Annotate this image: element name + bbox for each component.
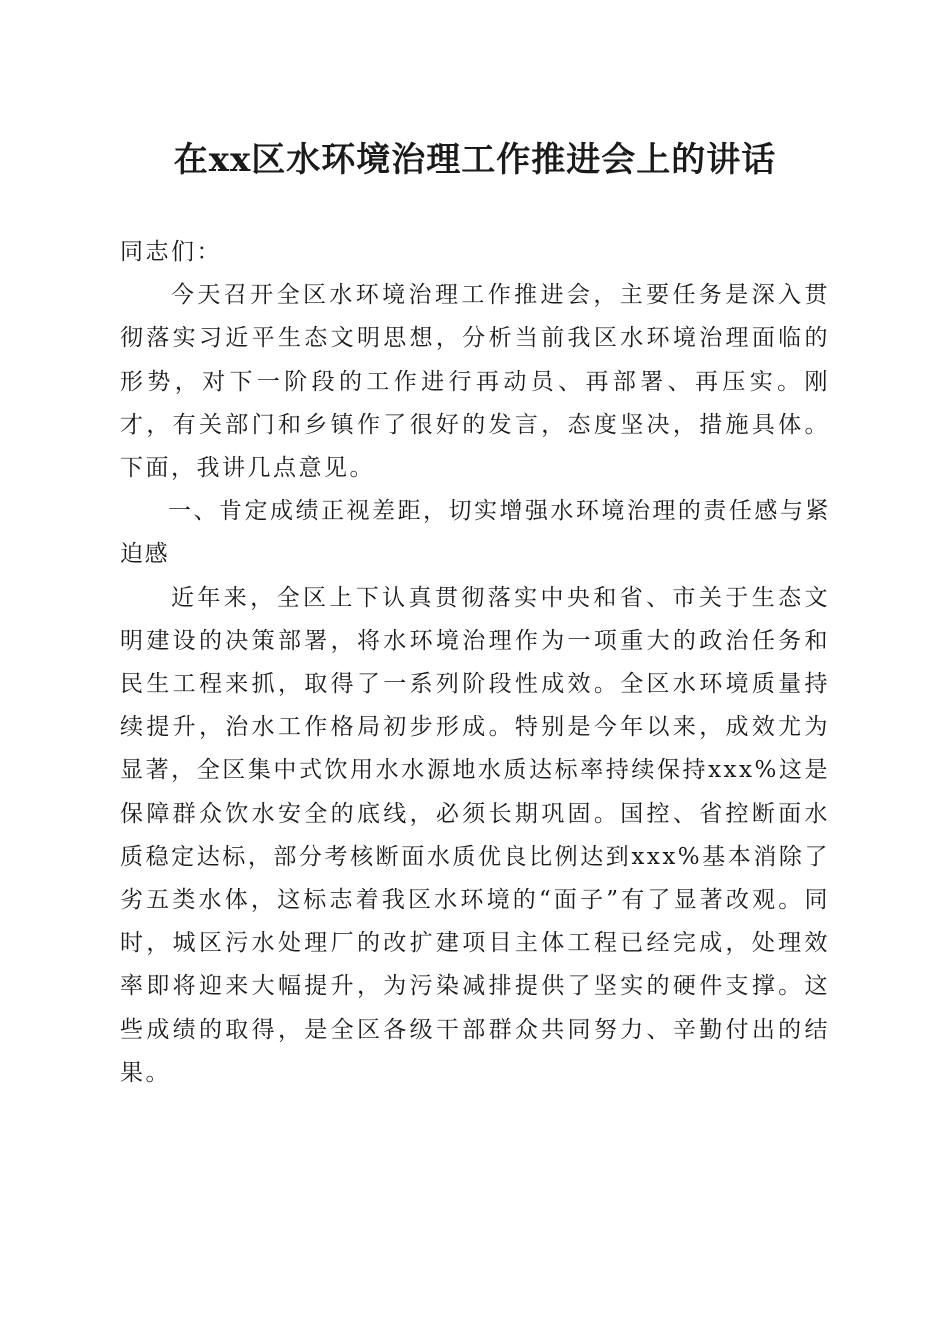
- section-1-heading: 一、肯定成绩正视差距，切实增强水环境治理的责任感与紧迫感: [120, 498, 830, 568]
- document-body: [120, 231, 830, 1095]
- section-1-paragraph: 近年来，全区上下认真贯彻落实中央和省、市关于生态文明建设的决策部署，将水环境治理作为一项重大的政治任务和民生工程来抓，取得了一系列阶段性成效。全区水环境质量持续提升，治水工作格局初步形成。特别是今年以来，成效尤为显著，全区集中式饮用水水源地水质达标率持续保持xxx%这是保障群众饮水安全的底线，必须长期巩固。国控、省控断面水质稳定达标，部分考核断面水质优良比例达到xxx%基本消除了劣五类水体，这标志着我区水环境的“面子”有了显著改观。同时，城区污水处理厂的改扩建项目主体工程已经完成，处理效率即将迎来大幅提升，为污染减排提供了坚实的硬件支撑。这些成绩的取得，是全区各级干部群众共同努力、辛勤付出的结果。: [120, 584, 830, 1086]
- intro-paragraph: 今天召开全区水环境治理工作推进会，主要任务是深入贯彻落实习近平生态文明思想，分析当前我区水环境治理面临的形势，对下一阶段的工作进行再动员、再部署、再压实。刚才，有关部门和乡镇作了很好的发言，态度坚决，措施具体。下面，我讲几点意见。: [120, 282, 830, 482]
- document-title: 在xx区水环境治理工作推进会上的讲话: [173, 140, 777, 180]
- salutation: 同志们：: [120, 239, 222, 265]
